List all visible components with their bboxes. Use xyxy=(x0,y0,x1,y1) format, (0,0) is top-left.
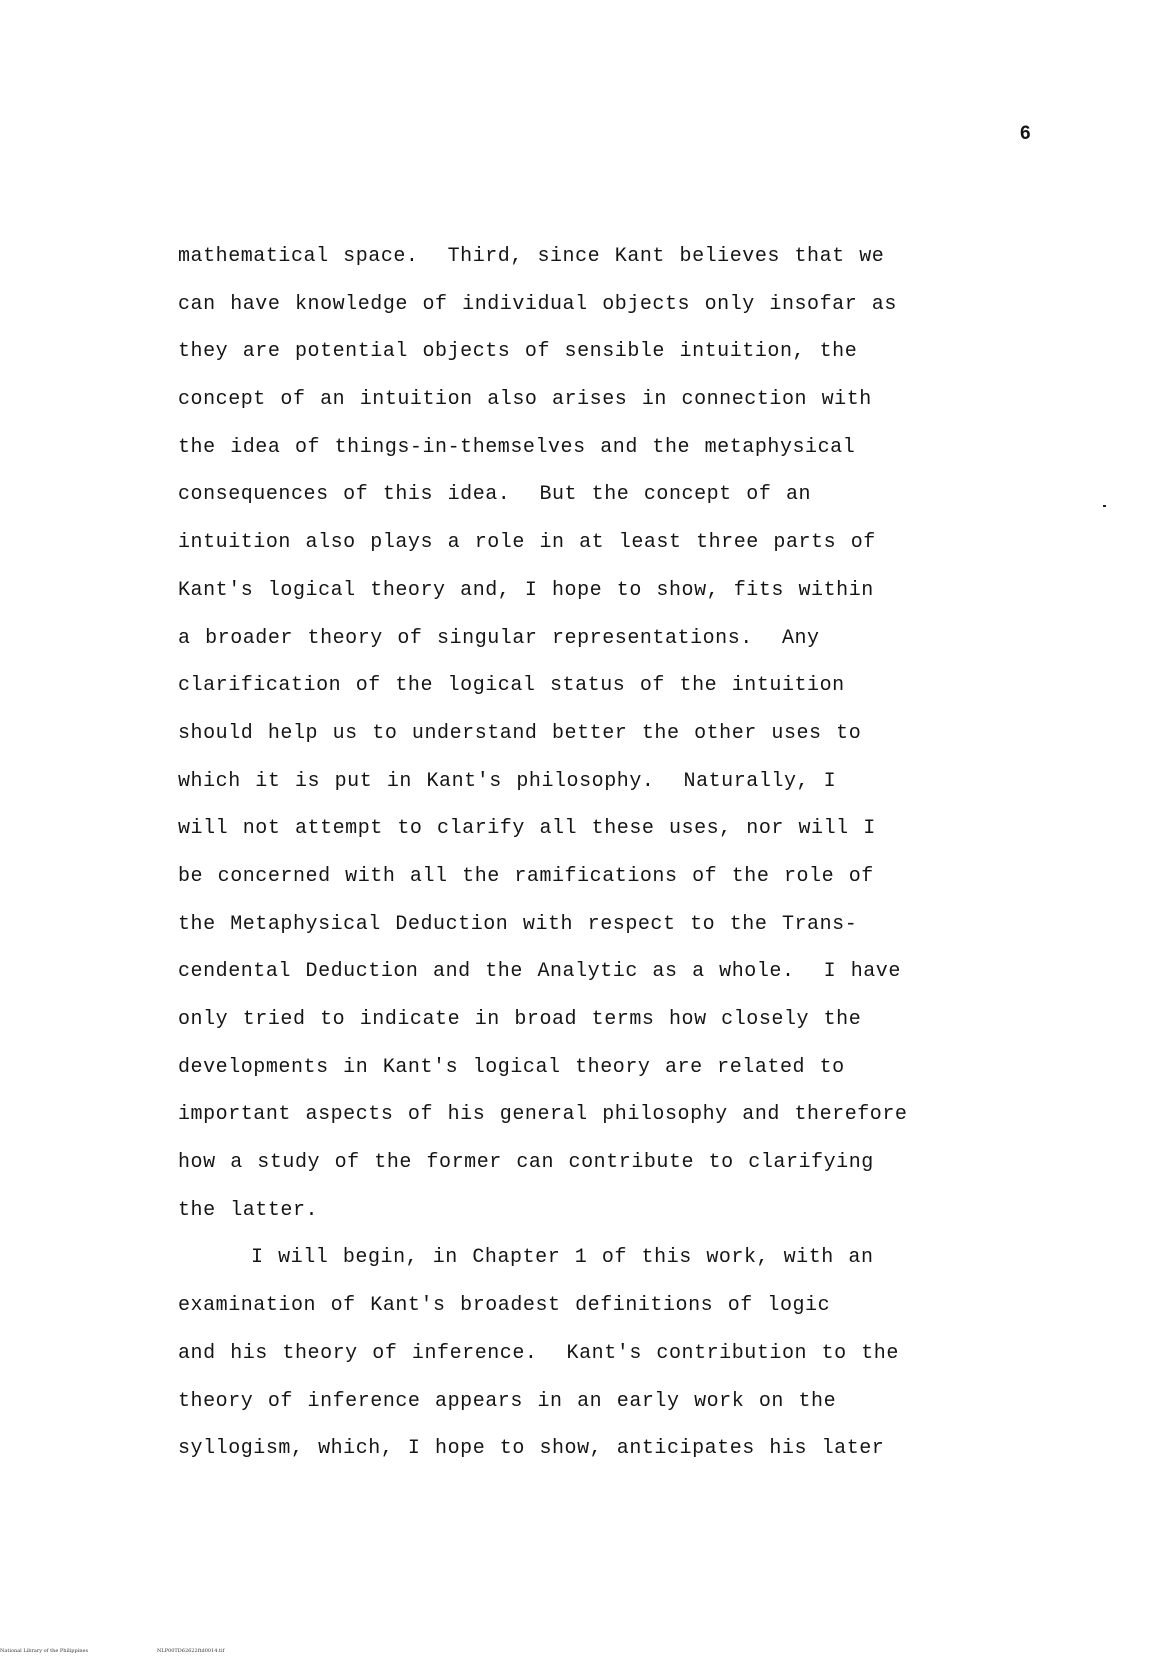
text-line: can have knowledge of individual objects only insofar as xyxy=(178,292,897,316)
text-line: mathematical space. Third, since Kant believes that we xyxy=(178,245,885,268)
text-line: a broader theory of singular representations. Any xyxy=(178,626,820,650)
paragraph xyxy=(178,247,1018,1248)
text-line: concept of an intuition also arises in connection with xyxy=(178,388,872,412)
text-line: I will begin, in Chapter 1 of this work, with an xyxy=(251,1246,874,1270)
text-line: clarification of the logical status of the intuition xyxy=(178,674,845,698)
text-line: which it is put in Kant's philosophy. Naturally, I xyxy=(178,769,837,793)
body-text xyxy=(178,247,1018,1487)
text-line: the latter. xyxy=(178,1198,319,1222)
text-line: be concerned with all the ramifications of the role of xyxy=(178,864,874,888)
page-number: 6 xyxy=(1020,123,1031,144)
scan-speck xyxy=(1103,505,1106,507)
text-line: syllogism, which, I hope to show, anticipates his later xyxy=(178,1437,885,1461)
text-line: cendental Deduction and the Analytic as a whole. I have xyxy=(178,960,901,984)
text-line: theory of inference appears in an early work on the xyxy=(178,1389,837,1413)
text-line: important aspects of his general philosophy and therefore xyxy=(178,1103,908,1127)
text-line: should help us to understand better the other uses to xyxy=(178,721,862,745)
text-line: the Metaphysical Deduction with respect to the Trans- xyxy=(178,912,858,936)
footer-filename: NLP00TD62622ftd0014.tif xyxy=(157,1648,225,1654)
text-line: examination of Kant's broadest definitions of logic xyxy=(178,1294,831,1318)
text-line: they are potential objects of sensible intuition, the xyxy=(178,340,858,364)
paragraph xyxy=(178,1248,1018,1486)
text-line: how a study of the former can contribute to clarifying xyxy=(178,1151,874,1175)
text-line: only tried to indicate in broad terms how closely the xyxy=(178,1008,862,1031)
text-line: the idea of things-in-themselves and the metaphysical xyxy=(178,435,856,459)
text-line: and his theory of inference. Kant's contribution to the xyxy=(178,1341,899,1365)
text-line: intuition also plays a role in at least three parts of xyxy=(178,531,876,555)
text-line: will not attempt to clarify all these uses, nor will I xyxy=(178,817,876,841)
text-line: consequences of this idea. But the concept of an xyxy=(178,483,812,507)
text-line: developments in Kant's logical theory are related to xyxy=(178,1055,845,1079)
footer-library: National Library of the Philippines xyxy=(0,1648,89,1654)
text-line: Kant's logical theory and, I hope to show, fits within xyxy=(178,578,874,602)
